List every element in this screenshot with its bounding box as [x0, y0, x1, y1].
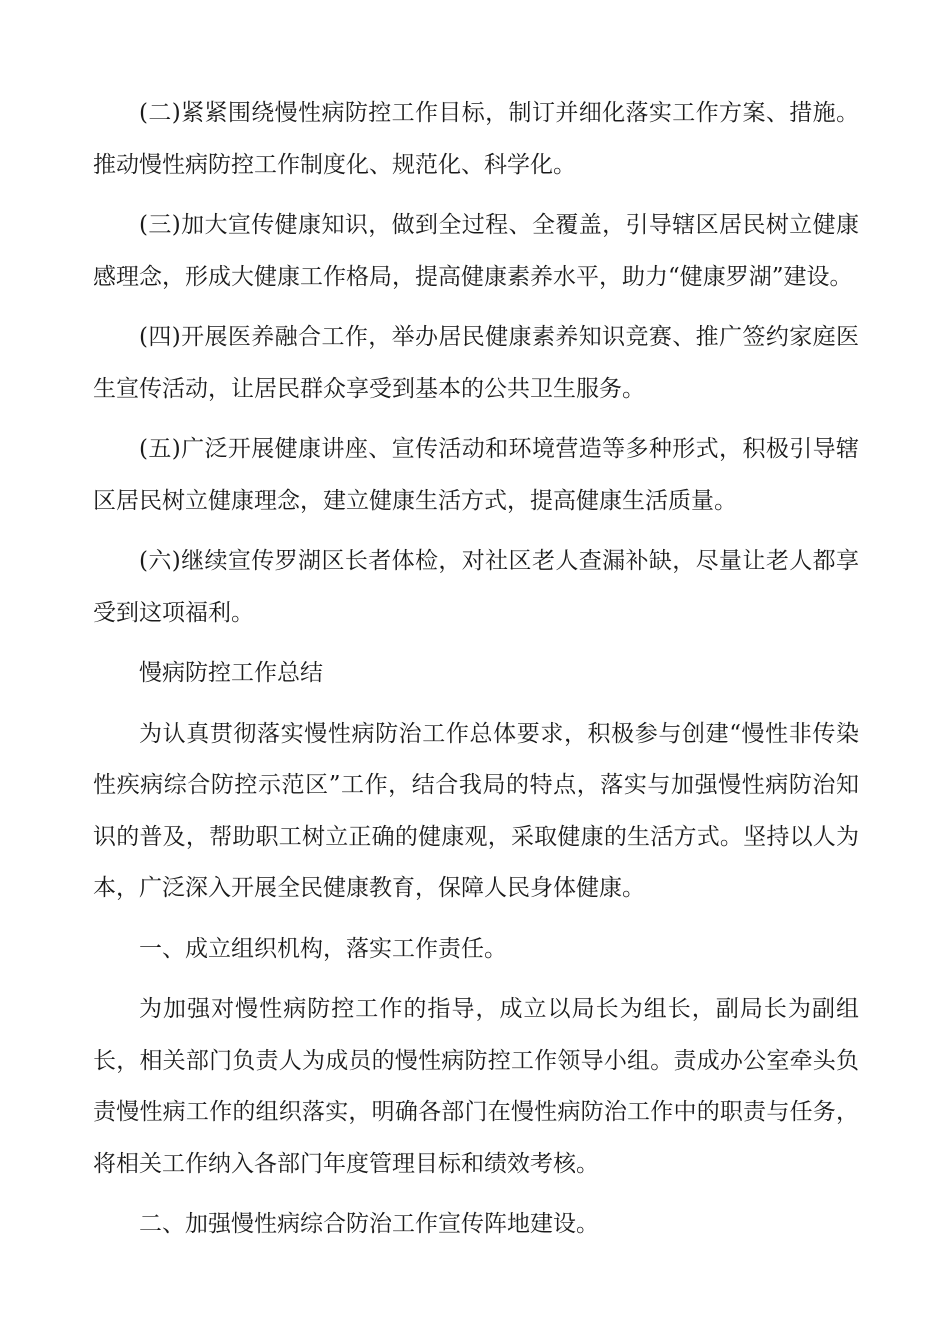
paragraph-item-3: (三)加大宣传健康知识，做到全过程、全覆盖，引导辖区居民树立健康感理念，形成大健康工作格局，提高健康素养水平，助力“健康罗湖”建设。 [93, 212, 859, 290]
paragraph-item-6: (六)继续宣传罗湖区长者体检，对社区老人查漏补缺，尽量让老人都享受到这项福利。 [93, 548, 859, 626]
summary-heading-two: 二、加强慢性病综合防治工作宣传阵地建设。 [139, 1211, 599, 1237]
paragraph-item-2: (二)紧紧围绕慢性病防控工作目标，制订并细化落实工作方案、措施。推动慢性病防控工作制度化、规范化、科学化。 [93, 100, 859, 178]
summary-heading-one: 一、成立组织机构，落实工作责任。 [139, 935, 507, 962]
document-page [93, 88, 859, 1260]
summary-intro-paragraph: 为认真贯彻落实慢性病防治工作总体要求，积极参与创建“慢性非传染性疾病综合防控示范区”工作，结合我局的特点，落实与加强慢性病防治知识的普及，帮助职工树立正确的健康观，采取健康的生活方式。坚持以人为本，广泛深入开展全民健康教育，保障人民身体健康。 [93, 720, 859, 901]
paragraph-item-4: (四)开展医养融合工作，举办居民健康素养知识竞赛、推广签约家庭医生宣传活动，让居民群众享受到基本的公共卫生服务。 [93, 324, 859, 402]
section-title: 慢病防控工作总结 [139, 660, 323, 686]
paragraph-item-5: (五)广泛开展健康讲座、宣传活动和环境营造等多种形式，积极引导辖区居民树立健康理念，建立健康生活方式，提高健康生活质量。 [93, 436, 859, 514]
summary-organization-paragraph: 为加强对慢性病防控工作的指导，成立以局长为组长，副局长为副组长，相关部门负责人为成员的慢性病防控工作领导小组。责成办公室牵头负责慢性病工作的组织落实，明确各部门在慢性病防治工作中的职责与任务，将相关工作纳入各部门年度管理目标和绩效考核。 [93, 996, 859, 1177]
